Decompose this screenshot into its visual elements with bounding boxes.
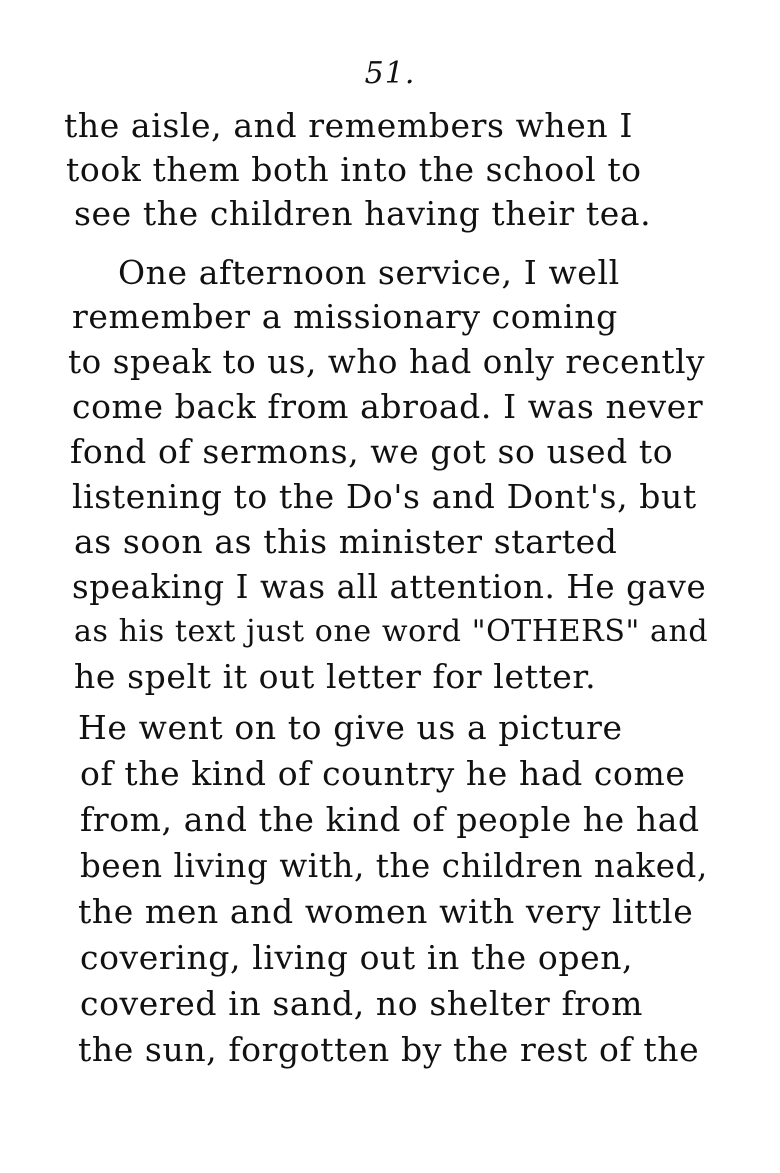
text-line: he spelt it out letter for letter. [74,657,597,696]
text-line: come back from abroad. I was never [72,387,704,426]
text-line: as his text just one word "OTHERS" and [74,614,709,649]
text-line: from, and the kind of people he had [80,800,700,839]
page-number: 51. [364,56,416,91]
text-line: speaking I was all attention. He gave [72,568,707,606]
text-line: One afternoon service, I well [118,253,620,292]
text-line: the sun, forgotten by the rest of the [78,1030,700,1069]
text-line: of the kind of country he had come [80,754,686,793]
text-line: the aisle, and remembers when I [64,106,633,145]
text-line: to speak to us, who had only recently [68,343,706,381]
text-line: been living with, the children naked, [80,847,708,885]
text-line: listening to the Do's and Dont's, but [72,477,697,516]
text-line: covering, living out in the open, [80,938,634,977]
text-line: remember a missionary coming [72,297,618,336]
text-line: the men and women with very little [78,892,694,931]
text-line: covered in sand, no shelter from [80,984,643,1023]
text-line: fond of sermons, we got so used to [70,432,674,471]
text-line: as soon as this minister started [74,522,618,561]
text-line: He went on to give us a picture [78,708,623,747]
text-line: took them both into the school to [66,150,642,189]
text-line: see the children having their tea. [74,194,652,233]
